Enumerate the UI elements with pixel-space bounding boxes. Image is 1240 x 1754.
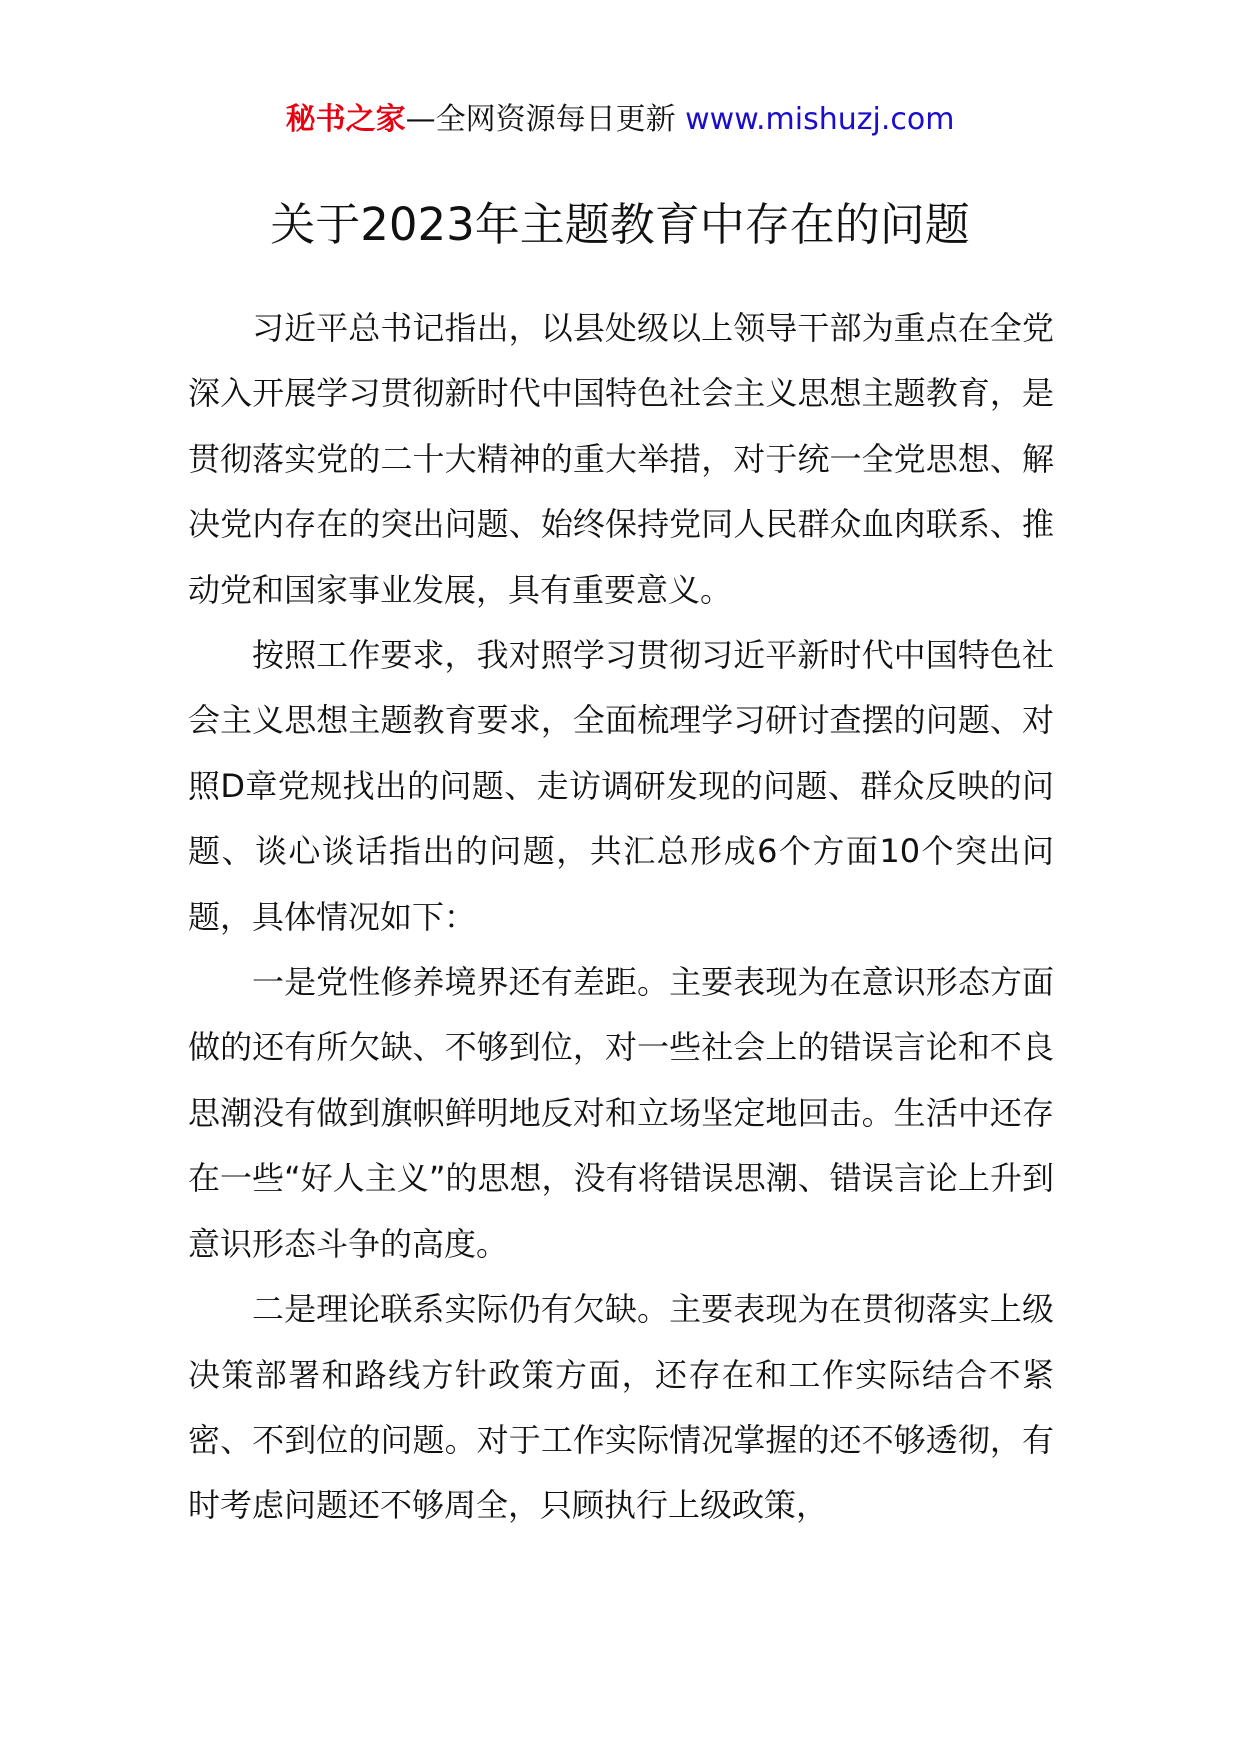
paragraph-issue-1: 一是党性修养境界还有差距。主要表现为在意识形态方面做的还有所欠缺、不够到位，对一些社会上的错误言论和不良思潮没有做到旗帜鲜明地反对和立场坚定地回击。生活中还存在一些“好人主义”的思想，没有将错误思潮、错误言论上升到意识形态斗争的高度。 [188,963,1054,1263]
paragraph-intro: 习近平总书记指出，以县处级以上领导干部为重点在全党深入开展学习贯彻新时代中国特色社会主义思想主题教育，是贯彻落实党的二十大精神的重大举措，对于统一全党思想、解决党内存在的突出问题、始终保持党同人民群众血肉联系、推动党和国家事业发展，具有重要意义。 [188,309,1054,609]
brand-name: 秘书之家 [285,102,406,137]
paragraph-issue-2: 二是理论联系实际仍有欠缺。主要表现为在贯彻落实上级决策部署和路线方针政策方面，还存在和工作实际结合不紧密、不到位的问题。对于工作实际情况掌握的还不够透彻，有时考虑问题还不够周全，只顾执行上级政策， [188,1290,1054,1525]
site-url-link[interactable]: www.mishuzj.com [685,102,955,137]
header-tagline: —全网资源每日更新 [405,102,676,137]
document-title: 关于2023年主题教育中存在的问题 [270,198,970,251]
paragraph-summary: 按照工作要求，我对照学习贯彻习近平新时代中国特色社会主义思想主题教育要求，全面梳理学习研讨查摆的问题、对照D章党规找出的问题、走访调研发现的问题、群众反映的问题、谈心谈话指出的问题，共汇总形成6个方面10个突出问题，具体情况如下： [188,636,1054,936]
site-header [0,100,1240,140]
document-body [188,296,1054,1539]
